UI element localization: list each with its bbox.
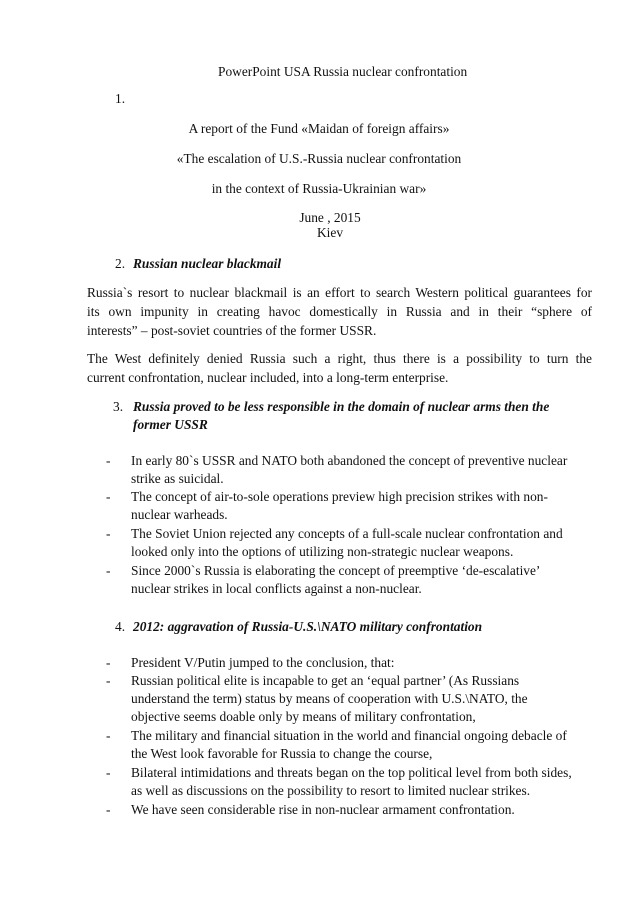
section-3-bullet-2-line-2: nuclear warheads. <box>131 507 228 522</box>
report-date: June , 2015 <box>299 210 361 225</box>
report-line-1: A report of the Fund «Maidan of foreign affairs» <box>188 121 450 136</box>
bullet-marker: - <box>106 655 111 670</box>
bullet-marker: - <box>106 526 111 541</box>
section-4-bullet-1-line-1: President V/Putin jumped to the conclusion, that: <box>131 655 395 670</box>
item-number-1: 1. <box>115 91 126 106</box>
section-3-bullet-3-line-2: looked only into the options of utilizing non-strategic nuclear weapons. <box>131 544 514 559</box>
section-3-title-line-1: Russia proved to be less responsible in the domain of nuclear arms then the <box>133 399 550 414</box>
section-2-para-1-line-1: Russia`s resort to nuclear blackmail is an effort to search Western political guarantees for <box>87 285 592 300</box>
section-3-bullet-1-line-2: strike as suicidal. <box>131 471 224 486</box>
bullet-marker: - <box>106 489 111 504</box>
bullet-marker: - <box>106 728 111 743</box>
section-4-title: 2012: aggravation of Russia-U.S.\NATO military confrontation <box>133 619 483 634</box>
section-4-bullet-4-line-2: as well as discussions on the possibility to resort to limited nuclear strikes. <box>131 783 531 798</box>
section-3-bullet-4-line-1: Since 2000`s Russia is elaborating the concept of preemptive ‘de-escalative’ <box>131 563 541 578</box>
section-3-bullet-1-line-1: In early 80`s USSR and NATO both abandoned the concept of preventive nuclear <box>131 453 568 468</box>
section-4-number: 4. <box>115 619 126 634</box>
report-line-3: in the context of Russia-Ukrainian war» <box>211 181 427 196</box>
bullet-marker: - <box>106 802 111 817</box>
section-4-bullet-2-line-3: objective seems doable only by means of military confrontation, <box>131 709 476 724</box>
section-3-bullet-4-line-2: nuclear strikes in local conflicts against a non-nuclear. <box>131 581 422 596</box>
bullet-marker: - <box>106 563 111 578</box>
section-4-bullet-3-line-2: the West look favorable for Russia to change the course, <box>131 746 433 761</box>
section-3-bullet-3-line-1: The Soviet Union rejected any concepts of a full-scale nuclear confrontation and <box>131 526 563 541</box>
report-line-2: «The escalation of U.S.-Russia nuclear confrontation <box>176 151 462 166</box>
document-title: PowerPoint USA Russia nuclear confrontation <box>218 64 468 79</box>
section-3-bullet-2-line-1: The concept of air-to-sole operations preview high precision strikes with non- <box>131 489 548 504</box>
section-4-bullet-3-line-1: The military and financial situation in the world and financial ongoing debacle of <box>131 728 567 743</box>
section-2-title: Russian nuclear blackmail <box>133 256 282 271</box>
section-2-number: 2. <box>115 256 126 271</box>
bullet-marker: - <box>106 453 111 468</box>
section-3-title-line-2: former USSR <box>133 417 208 432</box>
section-4-bullet-2-line-1: Russian political elite is incapable to get an ‘equal partner’ (As Russians <box>131 673 520 688</box>
section-3-number: 3. <box>113 399 124 414</box>
report-city: Kiev <box>316 225 344 240</box>
section-2-para-1-line-2: its own impunity in creating havoc domestically in Russia and in their “sphere of <box>87 304 592 319</box>
section-2-para-2-line-2: current confrontation, nuclear included, into a long-term enterprise. <box>87 370 449 385</box>
section-4-bullet-2-line-2: understand the term) status by means of cooperation with U.S.\NATO, the <box>131 691 528 706</box>
bullet-marker: - <box>106 765 111 780</box>
section-4-bullet-5-line-1: We have seen considerable rise in non-nuclear armament confrontation. <box>131 802 515 817</box>
section-4-bullet-4-line-1: Bilateral intimidations and threats began on the top political level from both sides, <box>131 765 572 780</box>
bullet-marker: - <box>106 673 111 688</box>
section-2-para-2-line-1: The West definitely denied Russia such a right, thus there is a possibility to turn the <box>87 351 592 366</box>
section-2-para-1-line-3: interests” – post-soviet countries of the former USSR. <box>87 323 377 338</box>
